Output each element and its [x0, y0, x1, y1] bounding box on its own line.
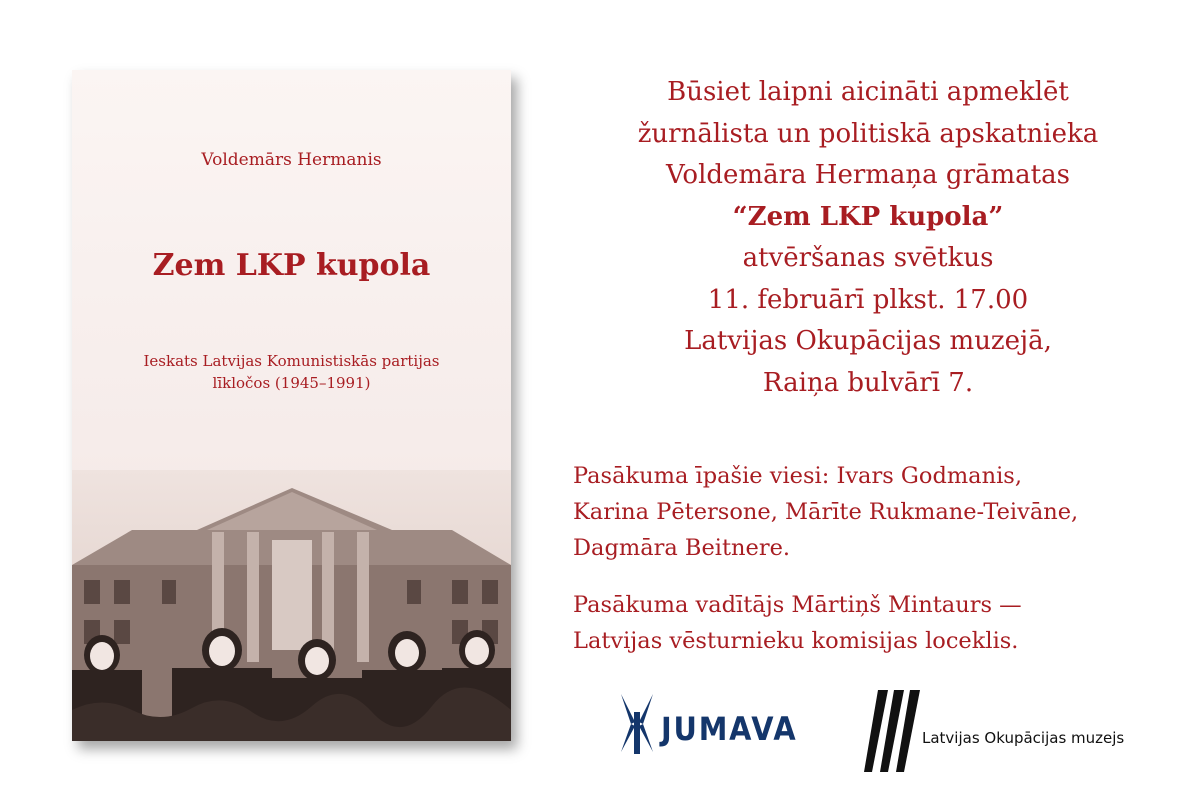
- invite-address: Raiņa bulvārī 7.: [762, 367, 974, 398]
- windmill-icon: [617, 692, 657, 754]
- invite-book-title: “Zem LKP kupola”: [732, 201, 1004, 232]
- event-host: [573, 587, 1173, 659]
- museum-wordmark: Latvijas Okupācijas muzejs: [922, 729, 1125, 747]
- host-line2: Latvijas vēsturnieku komisijas loceklis.: [573, 628, 1019, 654]
- jumava-logo: [617, 692, 807, 754]
- guests-line1: Pasākuma īpašie viesi: Ivars Godmanis,: [573, 463, 1022, 489]
- cover-photo: [72, 470, 511, 741]
- host-line1: Pasākuma vadītājs Mārtiņš Mintaurs —: [573, 592, 1022, 618]
- invite-line1: Būsiet laipni aicināti apmeklēt: [667, 77, 1069, 107]
- book-title: Zem LKP kupola: [152, 248, 431, 283]
- book-subtitle-line1: Ieskats Latvijas Komunistiskās partijas: [143, 352, 440, 370]
- jumava-wordmark: JUMAVA: [661, 710, 798, 748]
- invite-venue: Latvijas Okupācijas muzejā,: [684, 326, 1052, 356]
- guests-line3: Dagmāra Beitnere.: [573, 535, 791, 561]
- book-subtitle-line2: līkločos (1945–1991): [212, 374, 371, 392]
- invite-line3: Voldemāra Hermaņa grāmatas: [666, 160, 1070, 190]
- book-author: Voldemārs Hermanis: [201, 150, 382, 170]
- slash-marks-icon: [864, 688, 920, 774]
- guests-line2: Karina Pētersone, Mārīte Rukmane-Teivāne,: [573, 499, 1079, 525]
- invite-line2: žurnālista un politiskā apskatnieka: [637, 118, 1099, 149]
- book-subtitle: [112, 350, 471, 394]
- invite-line5: atvēršanas svētkus: [742, 243, 994, 273]
- museum-logo: [864, 688, 1184, 774]
- invite-datetime: 11. februārī plkst. 17.00: [707, 284, 1029, 315]
- book-cover: [72, 70, 511, 741]
- special-guests: [573, 458, 1173, 566]
- invitation-text: [600, 72, 1136, 404]
